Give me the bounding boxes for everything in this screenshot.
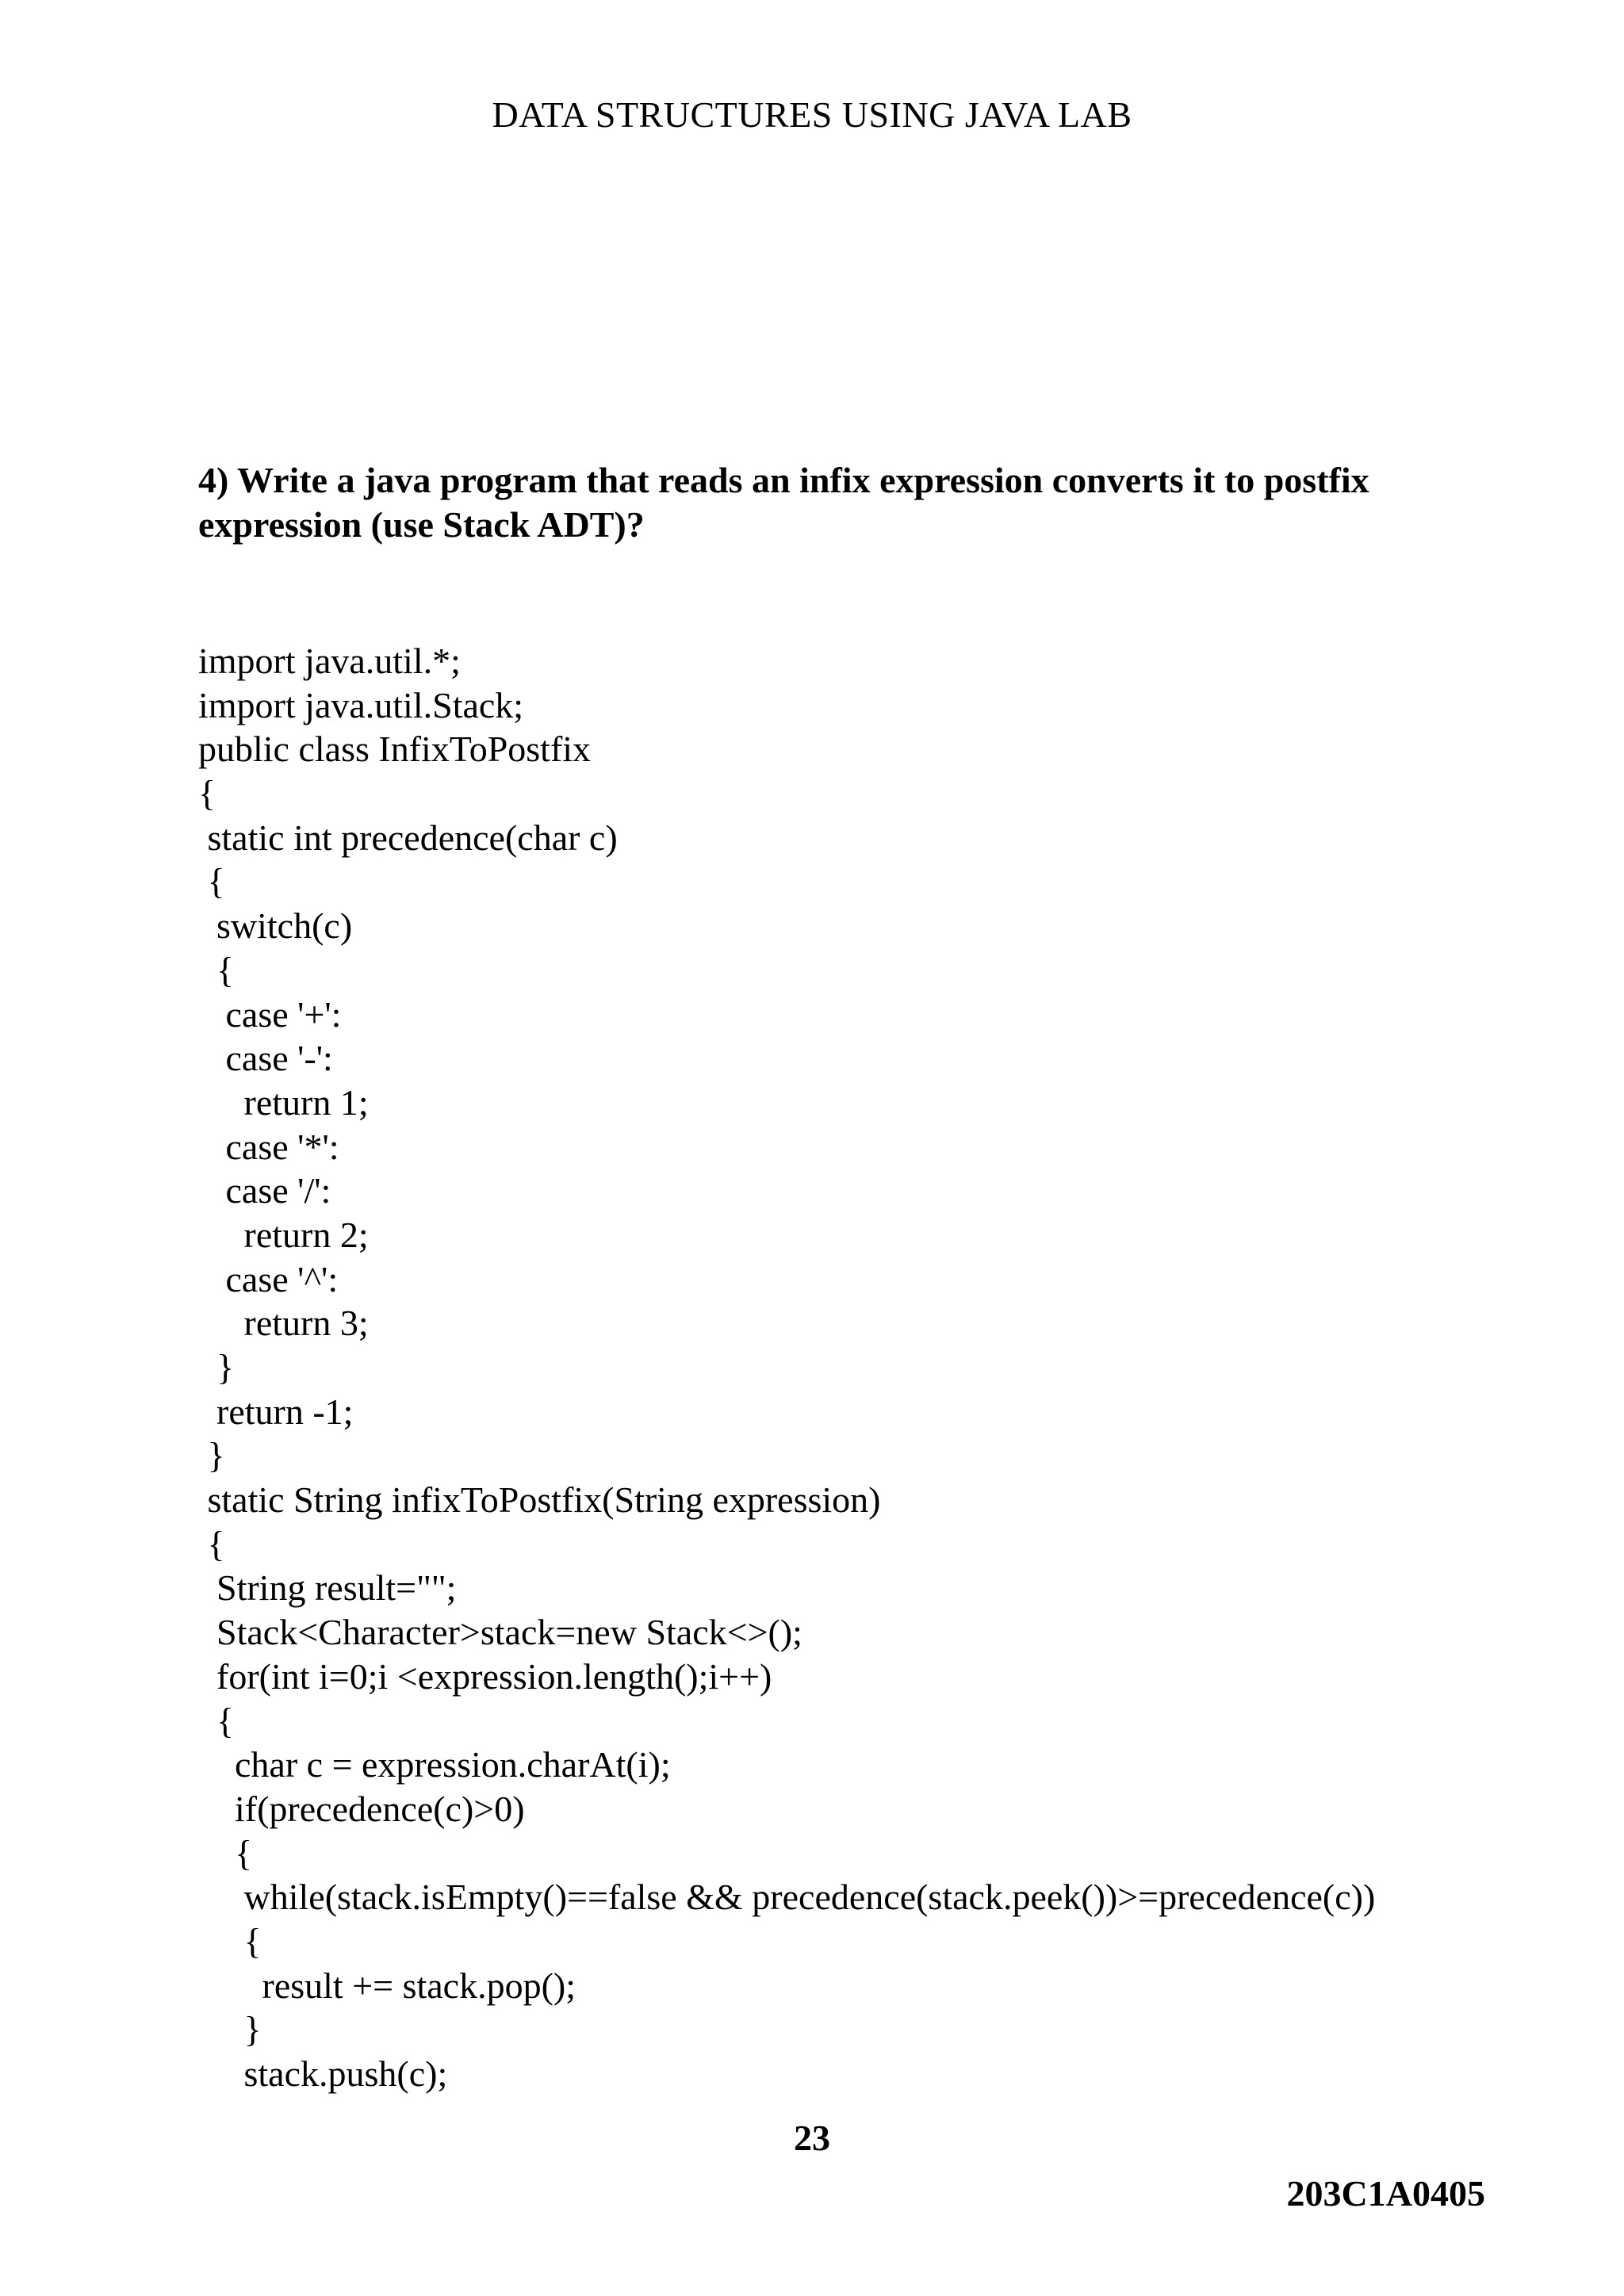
code-line: stack.push(c); (198, 2053, 448, 2094)
code-line: } (198, 1347, 235, 1387)
code-line: case '*': (198, 1126, 339, 1167)
code-line: static String infixToPostfix(String expression) (198, 1479, 881, 1521)
code-line: case '-': (198, 1038, 333, 1079)
code-line: for(int i=0;i <expression.length();i++) (198, 1655, 772, 1697)
code-line: import java.util.*; (198, 641, 461, 681)
question-line-2: expression (use Stack ADT)? (198, 504, 645, 545)
code-line: return 2; (198, 1214, 369, 1255)
code-line: { (198, 773, 216, 814)
page-header: DATA STRUCTURES USING JAVA LAB (492, 94, 1132, 135)
code-line: static int precedence(char c) (198, 817, 618, 858)
roll-number: 203C1A0405 (1286, 2173, 1485, 2214)
code-line: switch(c) (198, 905, 353, 947)
code-line: import java.util.Stack; (198, 684, 524, 725)
code-line: String result=""; (198, 1567, 457, 1609)
code-line: while(stack.isEmpty()==false && precedence(stack.peek())>=precedence(c)) (198, 1877, 1376, 1918)
question-heading (198, 458, 1467, 547)
code-line: { (198, 1700, 235, 1741)
code-line: result += stack.pop(); (198, 1965, 576, 2006)
code-line: { (198, 949, 235, 990)
code-line: char c = expression.charAt(i); (198, 1744, 671, 1785)
code-line: { (198, 1832, 253, 1873)
code-listing (198, 639, 1546, 2096)
code-line: { (198, 1920, 262, 1961)
code-line: case '+': (198, 993, 342, 1035)
code-line: case '/': (198, 1170, 331, 1211)
page-number: 23 (794, 2118, 830, 2158)
question-line-1: 4) Write a java program that reads an infix expression converts it to postfix (198, 460, 1369, 500)
code-line: { (198, 1523, 225, 1564)
code-line: case '^': (198, 1258, 339, 1299)
code-line: return 1; (198, 1081, 369, 1123)
code-line: { (198, 861, 225, 902)
code-line: return -1; (198, 1391, 354, 1432)
code-line: return 3; (198, 1303, 369, 1344)
code-line: if(precedence(c)>0) (198, 1788, 525, 1829)
code-line: public class InfixToPostfix (198, 729, 592, 770)
code-line: } (198, 1435, 225, 1476)
code-line: } (198, 2009, 262, 2050)
code-line: Stack<Character>stack=new Stack<>(); (198, 1612, 802, 1653)
